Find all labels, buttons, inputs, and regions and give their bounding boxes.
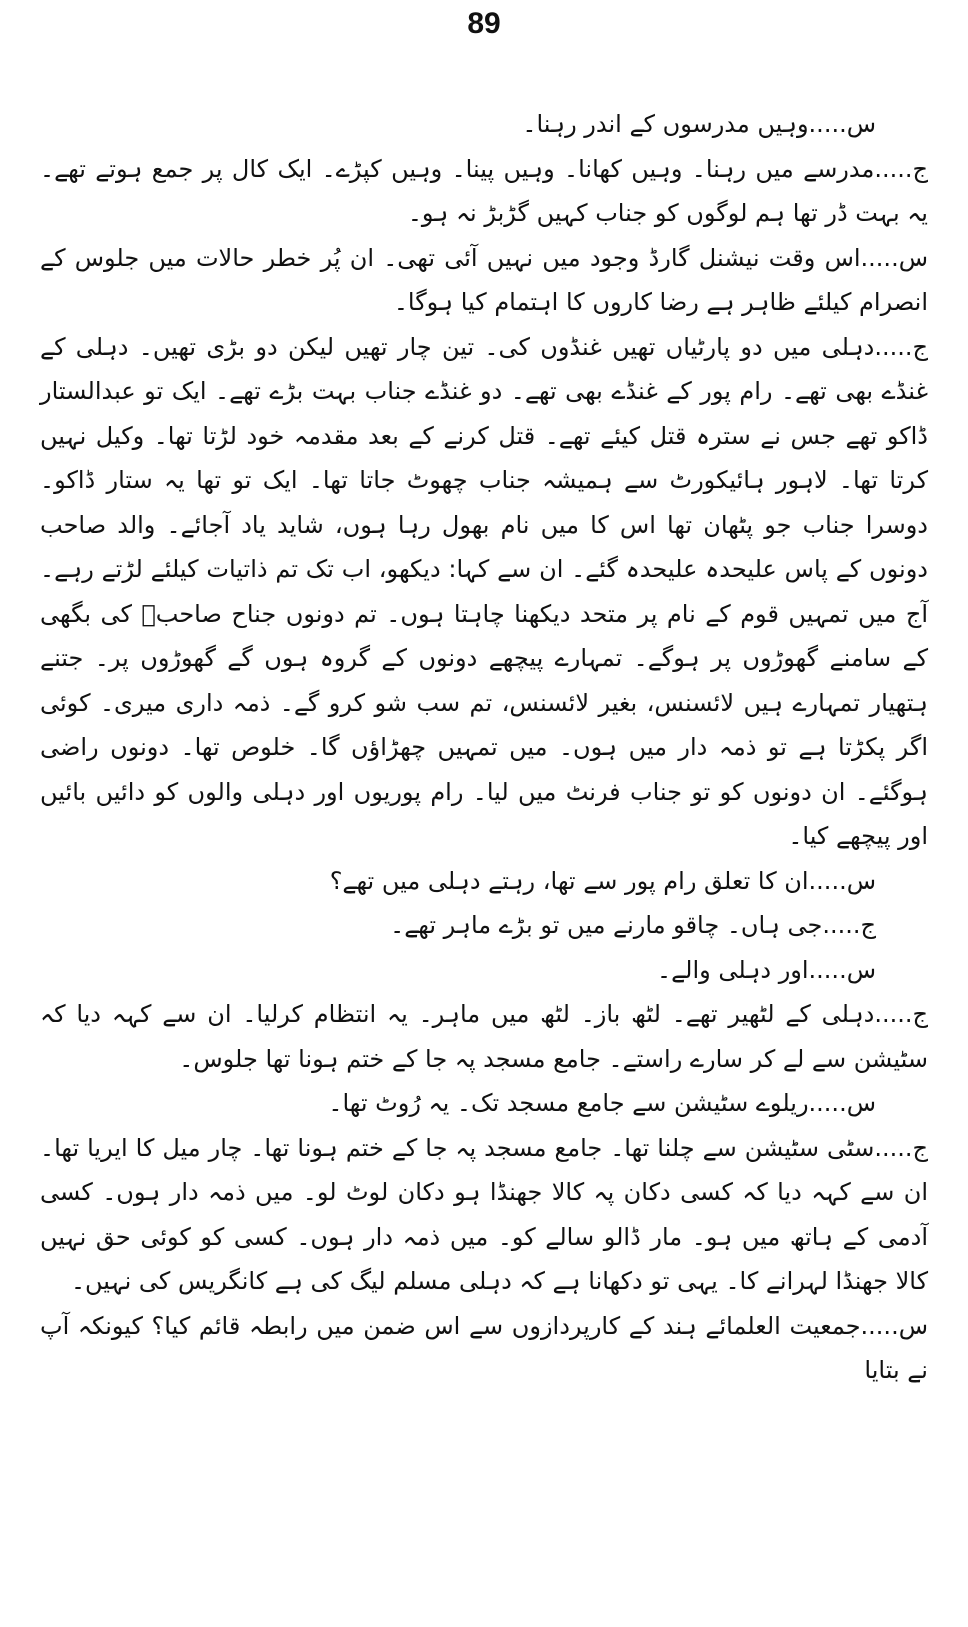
paragraph-question: س.....ریلوے سٹیشن سے جامع مسجد تک۔ یہ رُوٹ تھا۔ xyxy=(328,1089,876,1117)
page-number: 89 xyxy=(467,7,501,40)
document-body xyxy=(40,102,928,1393)
paragraph-question: س.....وہیں مدرسوں کے اندر رہنا۔ xyxy=(522,110,876,138)
paragraph-answer: ج.....مدرسے میں رہنا۔ وہیں کھانا۔ وہیں پینا۔ وہیں کپڑے۔ ایک کال پر جمع ہوتے تھے۔ یہ بہت ڈر تھا ہم لوگوں کو جناب کہیں گڑبڑ نہ ہو۔ xyxy=(40,154,928,227)
paragraph-answer: ج.....جی ہاں۔ چاقو مارنے میں تو بڑے ماہر تھے۔ xyxy=(390,911,876,939)
paragraph-question: س.....ان کا تعلق رام پور سے تھا، رہتے دہلی میں تھے؟ xyxy=(329,866,876,895)
paragraph-question: س.....اور دہلی والے۔ xyxy=(657,955,876,984)
paragraph-answer: ج.....سٹی سٹیشن سے چلنا تھا۔ جامع مسجد پہ جا کے ختم ہونا تھا۔ چار میل کا ایریا تھا۔ ان سے کہہ دیا کہ کسی دکان پہ کالا جھنڈا ہو دکان لوٹ لو۔ میں ذمہ دار ہوں۔ کسی آدمی کے ہاتھ میں ہو۔ مار ڈالو سالے کو۔ میں ذمہ دار ہوں۔ کسی کو کوئی حق نہیں کالا جھنڈا لہرانے کا۔ یہی تو دکھانا ہے کہ دہلی مسلم لیگ کی ہے کانگریس کی نہیں۔ xyxy=(40,1133,928,1295)
paragraph-question: س.....اس وقت نیشنل گارڈ وجود میں نہیں آئی تھی۔ ان پُر خطر حالات میں جلوس کے انصرام کیلئے ظاہر ہے رضا کاروں کا اہتمام کیا ہوگا۔ xyxy=(40,243,928,316)
paragraph-answer: ج.....دہلی میں دو پارٹیاں تھیں غنڈوں کی۔ تین چار تھیں لیکن دو بڑی تھیں۔ دہلی کے غنڈے بھی تھے۔ رام پور کے غنڈے بھی تھے۔ دو غنڈے جناب بہت بڑے تھے۔ ایک تو عبدالستار ڈاکو تھے جس نے سترہ قتل کیئے تھے۔ قتل کرنے کے بعد مقدمہ خود لڑتا تھا۔ وکیل نہیں کرتا تھا۔ لاہور ہائیکورٹ سے ہمیشہ جناب چھوٹ جاتا تھا۔ ایک تو تھا یہ ستار ڈاکو۔ دوسرا جناب جو پٹھان تھا اس کا میں نام بھول رہا ہوں، شاید یاد آجائے۔ والد صاحب دونوں کے پاس علیحدہ علیحدہ گئے۔ ان سے کہا: دیکھو، اب تک تم ذاتیات کیلئے لڑتے رہے۔ آج میں تمہیں قوم کے نام پر متحد دیکھنا چاہتا ہوں۔ تم دونوں جناح صاحبؒ کی بگھی کے سامنے گھوڑوں پر ہوگے۔ تمہارے پیچھے دونوں کے گروہ ہوں گے گھوڑوں پر۔ جتنے ہتھیار تمہارے ہیں لائسنس، بغیر لائسنس، تم سب شو کرو گے۔ ذمہ داری میری۔ کوئی اگر پکڑتا ہے تو ذمہ دار میں ہوں۔ میں تمہیں چھڑاؤں گا۔ خلوص تھا۔ دونوں راضی ہوگئے۔ ان دونوں کو تو جناب فرنٹ میں لیا۔ رام پوریوں اور دہلی والوں کو دائیں بائیں اور پیچھے کیا۔ xyxy=(40,332,928,850)
paragraph-answer: ج.....دہلی کے لٹھیر تھے۔ لٹھ باز۔ لٹھ میں ماہر۔ یہ انتظام کرلیا۔ ان سے کہہ دیا کہ سٹیشن سے لے کر سارے راستے۔ جامع مسجد پہ جا کے ختم ہونا تھا جلوس۔ xyxy=(40,1000,928,1073)
paragraph-question: س.....جمعیت العلمائے ہند کے کارپردازوں سے اس ضمن میں رابطہ قائم کیا؟ کیونکہ آپ نے بتایا xyxy=(40,1311,928,1384)
